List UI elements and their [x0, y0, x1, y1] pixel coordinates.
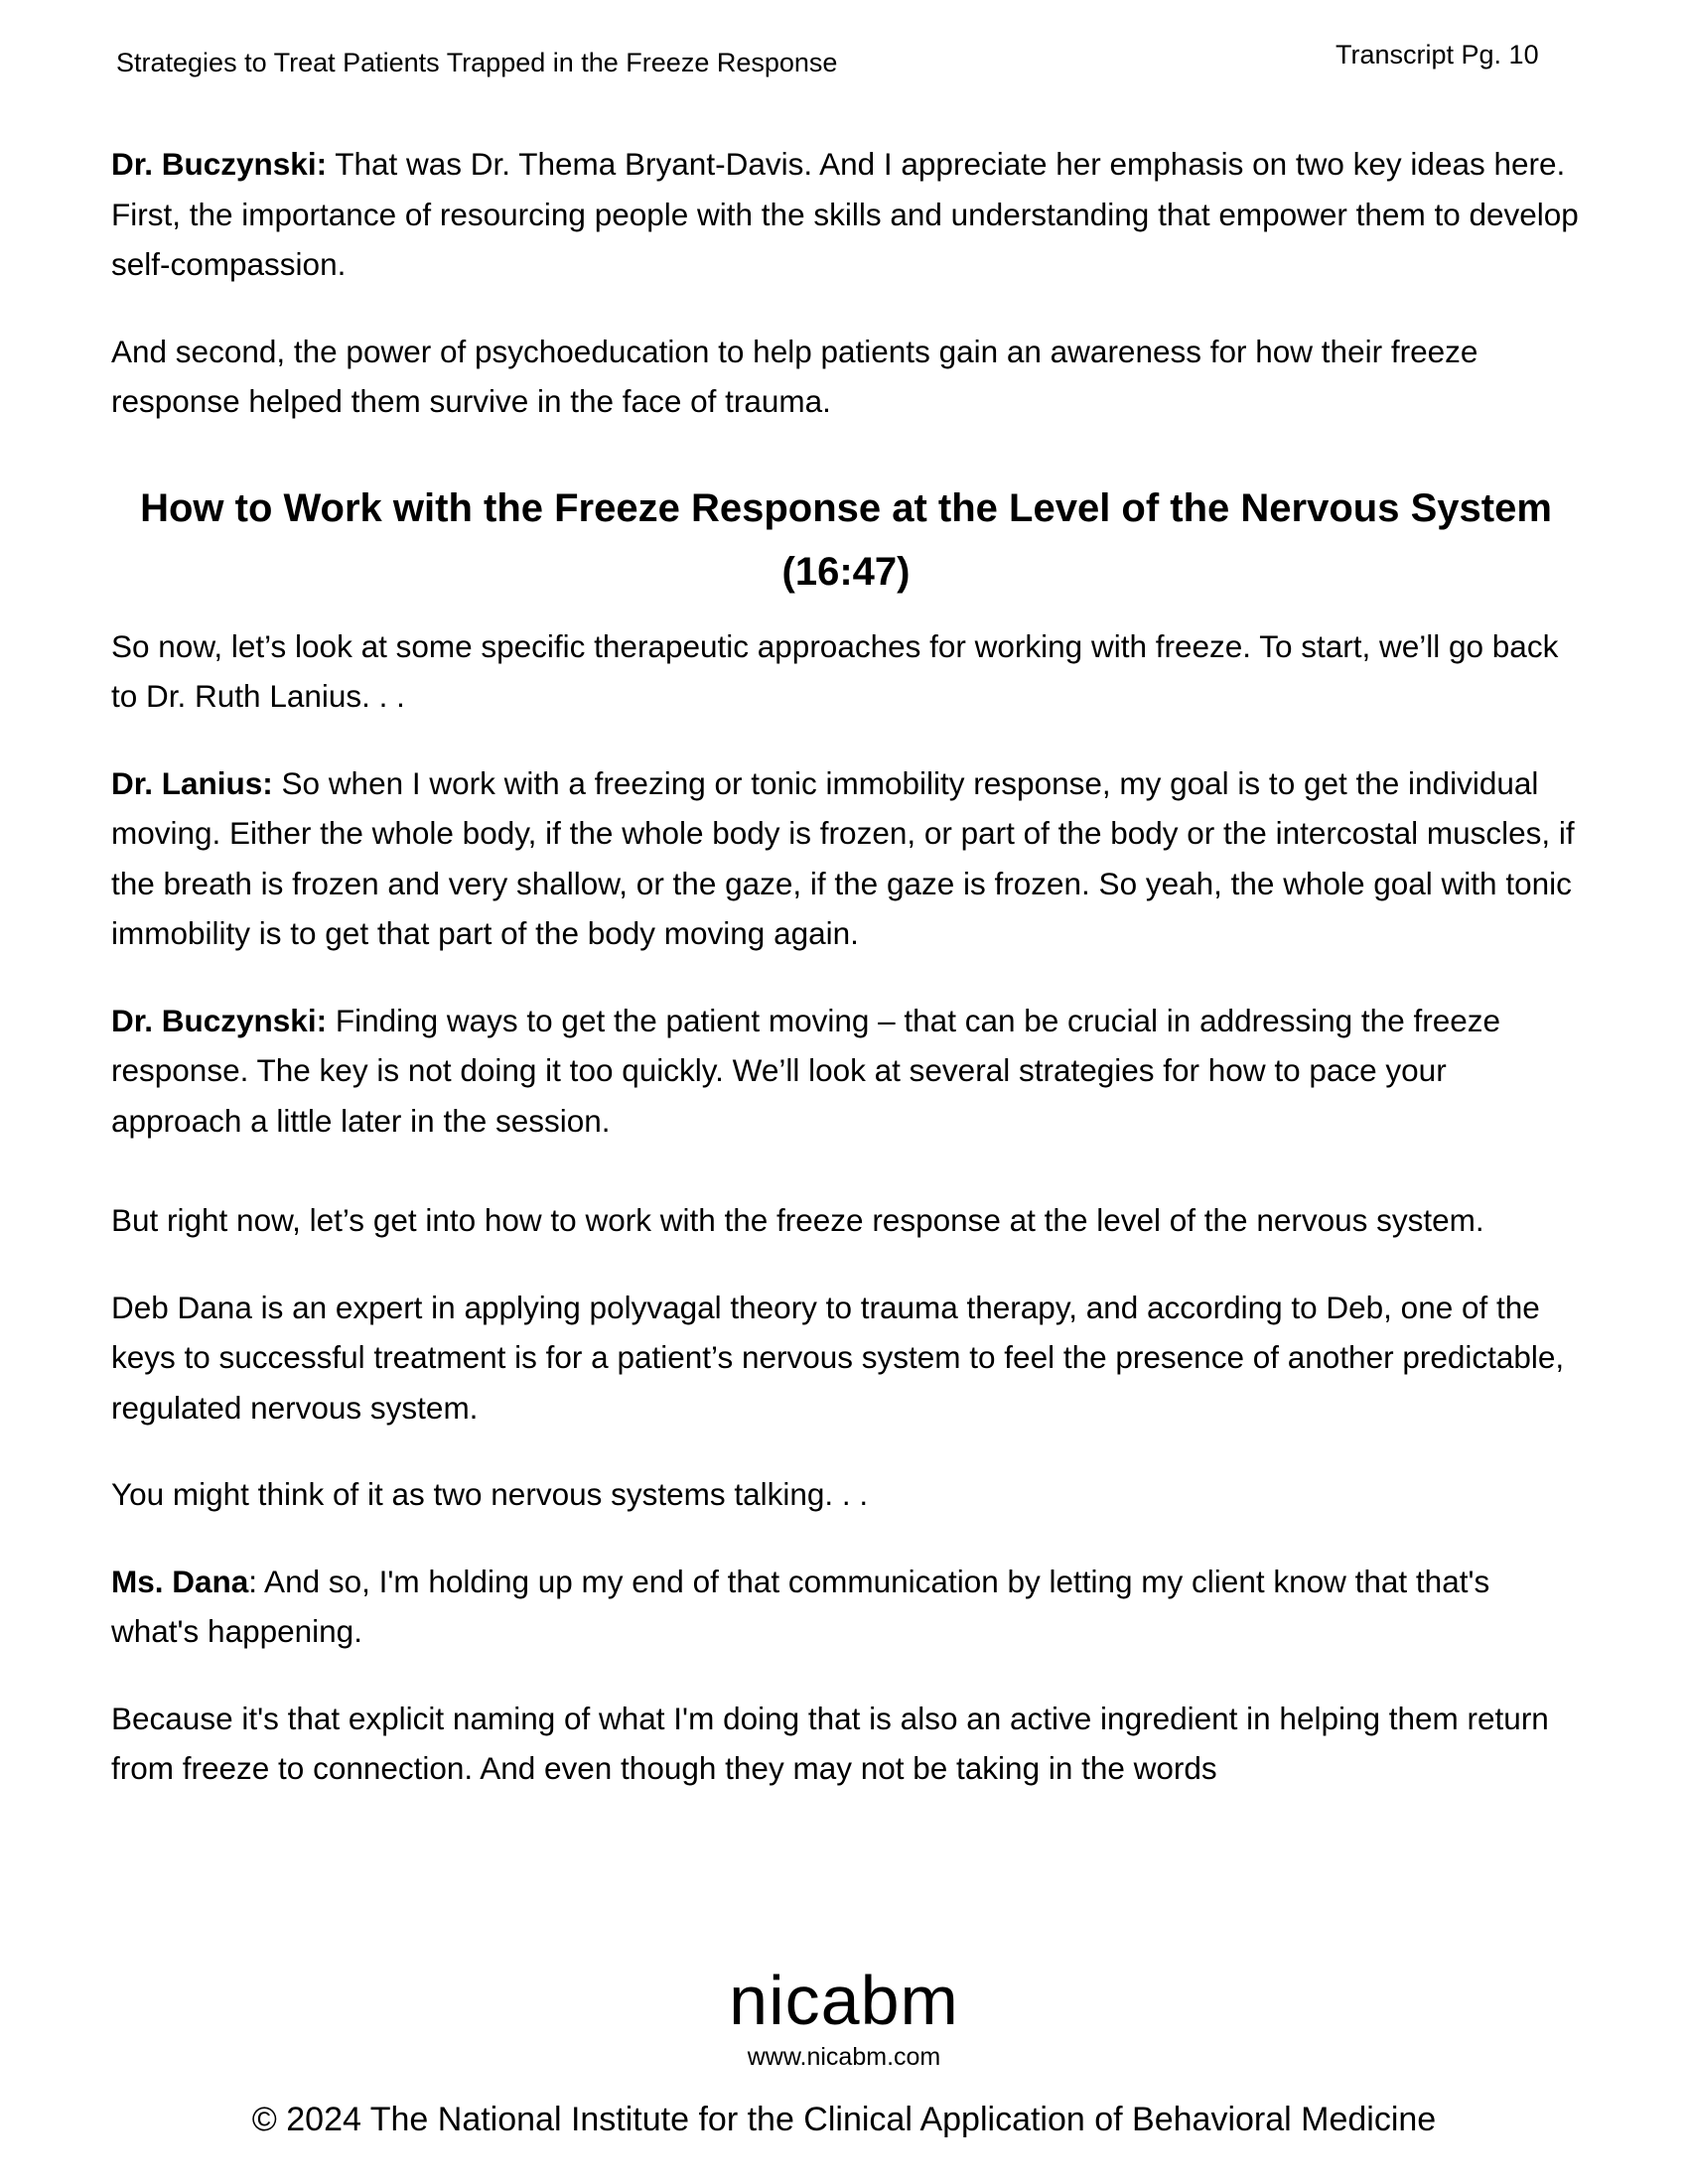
transcript-body — [111, 139, 1581, 1831]
page-footer — [0, 1961, 1688, 2139]
speaker-name: Dr. Lanius: — [111, 764, 273, 801]
transcript-paragraph: And second, the power of psychoeducation to help patients gain an awareness for how their freeze response helped them survive in the face of trauma. — [111, 333, 1478, 419]
transcript-paragraph: Because it's that explicit naming of what I'm doing that is also an active ingredient in helping them return from freeze to connection. And even though they may not be taking in the words — [111, 1700, 1549, 1786]
page-number-label: Transcript Pg. 10 — [1336, 40, 1539, 69]
transcript-paragraph: So now, let’s look at some specific therapeutic approaches for working with freeze. To start, we’ll go back to Dr. Ruth Lanius. . . — [111, 627, 1559, 714]
transcript-paragraph: But right now, let’s get into how to work with the freeze response at the level of the nervous system. — [111, 1202, 1484, 1238]
speaker-name: Dr. Buczynski: — [111, 1002, 328, 1038]
speaker-name: Dr. Buczynski: — [111, 146, 328, 182]
transcript-paragraph: Dr. Lanius: So when I work with a freezing or tonic immobility response, my goal is to get the individual moving. Either the whole body, if the whole body is frozen, or part of the body or the intercostal muscles, if the breath is frozen and very shallow, or the gaze, if the gaze is frozen. So yeah, the whole goal with tonic immobility is to get that part of the body moving again. — [111, 764, 1575, 951]
section-heading: How to Work with the Freeze Response at the Level of the Nervous System (16:47) — [140, 485, 1552, 594]
nicabm-logo: nicabm — [729, 1962, 959, 2039]
transcript-paragraph: Dr. Buczynski: That was Dr. Thema Bryant-Davis. And I appreciate her emphasis on two key ideas here. First, the importance of resourcing people with the skills and understanding that empower them to develop self-compassion. — [111, 146, 1579, 282]
transcript-paragraph: Deb Dana is an expert in applying polyvagal theory to trauma therapy, and according to Deb, one of the keys to successful treatment is for a patient’s nervous system to feel the presence of another predictable, regulated nervous system. — [111, 1289, 1565, 1426]
copyright-notice: © 2024 The National Institute for the Clinical Application of Behavioral Medicine — [251, 2101, 1437, 2138]
speaker-name: Ms. Dana — [111, 1563, 249, 1599]
transcript-paragraph: Ms. Dana: And so, I'm holding up my end of that communication by letting my client know that that's what's happening. — [111, 1563, 1490, 1649]
transcript-paragraph: You might think of it as two nervous systems talking. . . — [111, 1476, 869, 1512]
document-header-title: Strategies to Treat Patients Trapped in the Freeze Response — [116, 48, 838, 77]
website-url: www.nicabm.com — [747, 2043, 941, 2071]
transcript-paragraph: Dr. Buczynski: Finding ways to get the patient moving – that can be crucial in addressing the freeze response. The key is not doing it too quickly. We’ll look at several strategies for how to pace your approach a little later in the session. — [111, 1002, 1501, 1139]
